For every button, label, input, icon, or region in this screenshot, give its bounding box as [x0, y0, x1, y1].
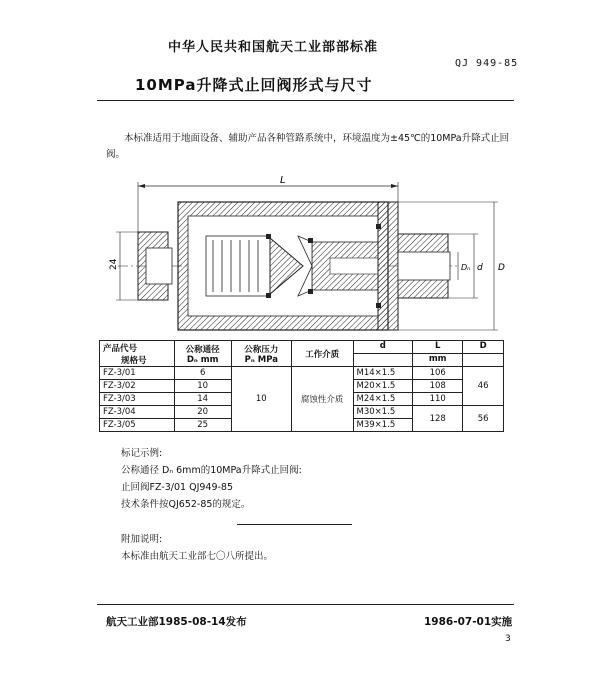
row-d: M30×1.5 [353, 406, 413, 419]
length-label: L [280, 175, 286, 186]
row-code: FZ-3/05 [100, 419, 175, 432]
D-label: D [463, 341, 503, 354]
appendix-heading: 附加说明: [121, 534, 163, 545]
nominal-pressure-unit: Pₙ MPa [244, 354, 278, 365]
outer-diameter-label: D [498, 263, 505, 273]
row-L: 108 [413, 380, 463, 393]
issuing-organization: 中华人民共和国航天工业部部标准 [168, 40, 379, 55]
row-d: M39×1.5 [353, 419, 413, 432]
row-dn: 20 [174, 406, 231, 419]
examples-line-3: 技术条件按QJ652-85的规定。 [121, 499, 251, 510]
row-L: 106 [413, 367, 463, 380]
nominal-pressure-header [231, 341, 291, 367]
appendix-line-1: 本标准由航天工业部七〇八所提出。 [121, 551, 274, 562]
issue-date: 航天工业部1985-08-14发布 [106, 616, 247, 628]
examples-heading: 标记示例: [121, 448, 163, 459]
product-code-header [100, 341, 175, 367]
medium-header: 工作介质 [291, 341, 353, 367]
row-dn: 14 [174, 393, 231, 406]
row-d: M20×1.5 [353, 380, 413, 393]
row-d: M24×1.5 [353, 393, 413, 406]
pressure-value: 10 [231, 367, 291, 432]
nominal-pressure-label: 公称压力 [244, 344, 279, 355]
examples-line-1: 公称通径 Dₙ 6mm的10MPa升降式止回阀: [121, 465, 302, 476]
document-title: 10MPa升降式止回阀形式与尺寸 [135, 76, 373, 94]
medium-value: 腐蚀性介质 [291, 367, 353, 432]
L-label: L [413, 341, 462, 354]
thread-label: d [477, 263, 483, 273]
top-rule [97, 100, 514, 101]
right-nut [378, 202, 398, 330]
D-value-group1: 46 [463, 367, 504, 406]
bottom-rule [97, 604, 514, 605]
row-code: FZ-3/01 [100, 367, 175, 380]
appendix [121, 531, 273, 565]
section-divider [237, 524, 352, 525]
row-code: FZ-3/04 [100, 406, 175, 419]
spec-table [99, 340, 504, 432]
product-code-label: 产品代号 [103, 343, 138, 354]
row-code: FZ-3/03 [100, 393, 175, 406]
table-row [100, 367, 504, 380]
spec-no-label: 规格号 [121, 355, 147, 366]
intro-paragraph: 本标准适用于地面设备、辅助产品各种管路系统中，环境温度为±45℃的10MPa升降式止回阀。 [106, 133, 510, 160]
L-header [413, 341, 463, 367]
left-fitting [138, 232, 172, 300]
nominal-dia-header [174, 341, 231, 367]
marking-examples [121, 445, 302, 513]
nominal-dia-label: 公称通径 [185, 344, 220, 355]
L-value-group2: 128 [413, 406, 463, 432]
row-d: M14×1.5 [353, 367, 413, 380]
d-header [353, 341, 413, 367]
d-label: d [354, 341, 413, 354]
effective-date: 1986-07-01实施 [424, 616, 513, 628]
unit-mm-label: mm [428, 354, 447, 364]
D-value-group2: 56 [463, 406, 504, 432]
row-code: FZ-3/02 [100, 380, 175, 393]
valve-section-drawing [98, 172, 514, 340]
bore-label: Dₙ [461, 263, 471, 272]
right-fitting [398, 234, 450, 298]
flats-label: 24 [109, 258, 119, 270]
page-number: 3 [505, 634, 511, 644]
nominal-dia-unit: Dₙ mm [186, 354, 219, 365]
D-header [463, 341, 504, 367]
examples-line-2: 止回阀FZ-3/01 QJ949-85 [121, 482, 234, 493]
row-L: 110 [413, 393, 463, 406]
row-dn: 25 [174, 419, 231, 432]
row-dn: 6 [174, 367, 231, 380]
standard-code: QJ 949-85 [455, 58, 519, 69]
row-dn: 10 [174, 380, 231, 393]
